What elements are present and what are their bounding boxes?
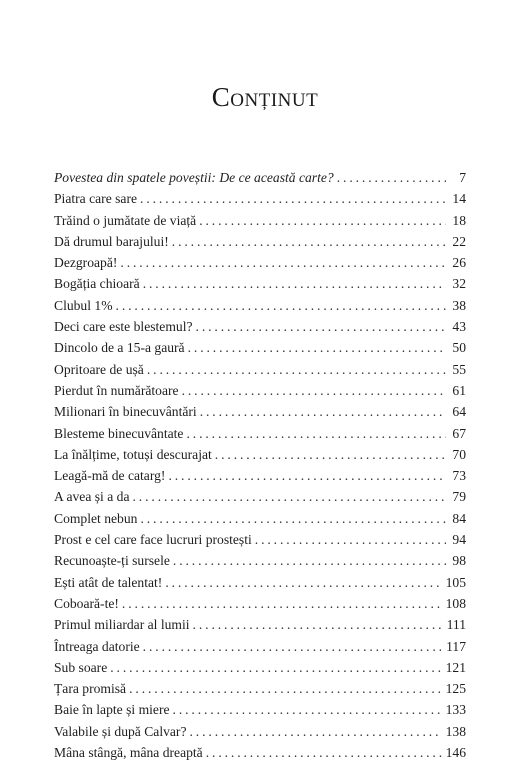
dot-leader: [255, 529, 446, 550]
toc-entry[interactable]: [54, 529, 466, 550]
dot-leader: [190, 721, 442, 742]
toc-entry-page-number: 73: [452, 468, 466, 484]
toc-entry-page-number: 26: [452, 255, 466, 271]
toc-entry[interactable]: [54, 188, 466, 209]
dot-leader: [215, 444, 446, 465]
toc-entry-title: Țara promisă: [54, 681, 127, 697]
toc-entry-page-number: 121: [445, 659, 466, 675]
toc-entry[interactable]: [54, 657, 466, 678]
toc-entry-title: Ești atât de talentat!: [54, 574, 163, 590]
dot-leader: [133, 486, 447, 507]
toc-entry-page-number: 117: [446, 638, 466, 654]
toc-entry[interactable]: [54, 550, 466, 571]
toc-entry-title: Întreaga datorie: [54, 638, 140, 654]
dot-leader: [116, 295, 446, 316]
toc-entry-title: La înălțime, totuși descurajat: [54, 446, 212, 462]
dot-leader: [143, 636, 442, 657]
toc-entry[interactable]: [54, 231, 466, 252]
toc-entry-page-number: 18: [452, 212, 466, 228]
toc-entry[interactable]: [54, 465, 466, 486]
toc-entry[interactable]: [54, 636, 466, 657]
toc-entry[interactable]: [54, 486, 466, 507]
toc-entry[interactable]: [54, 210, 466, 231]
toc-entry-page-number: 43: [452, 319, 466, 335]
toc-entry-page-number: 133: [445, 702, 466, 718]
toc-entry[interactable]: [54, 699, 466, 720]
toc-entry-title: Deci care este blestemul?: [54, 319, 193, 335]
dot-leader: [199, 210, 446, 231]
toc-entry-page-number: 61: [452, 382, 466, 398]
toc-entry-page-number: 32: [452, 276, 466, 292]
toc-entry-page-number: 138: [445, 723, 466, 739]
toc-entry-page-number: 125: [445, 681, 466, 697]
toc-entry-title: A avea și a da: [54, 489, 130, 505]
toc-entry-title: Blesteme binecuvântate: [54, 425, 184, 441]
toc-entry-title: Complet nebun: [54, 510, 138, 526]
toc-entry-title: Pierdut în numărătoare: [54, 382, 179, 398]
toc-entry-page-number: 105: [445, 574, 466, 590]
dot-leader: [110, 657, 441, 678]
toc-entry-title: Trăind o jumătate de viață: [54, 212, 197, 228]
table-of-contents: [54, 167, 466, 763]
toc-entry-page-number: 22: [452, 233, 466, 249]
dot-leader: [193, 614, 443, 635]
toc-entry-title: Clubul 1%: [54, 297, 113, 313]
dot-leader: [172, 231, 446, 252]
toc-entry-page-number: 64: [452, 404, 466, 420]
toc-entry[interactable]: [54, 252, 466, 273]
dot-leader: [140, 508, 446, 529]
dot-leader: [143, 273, 446, 294]
toc-entry-page-number: 108: [445, 595, 466, 611]
toc-entry-title: Povestea din spatele poveștii: De ce această carte?: [54, 170, 334, 185]
dot-leader: [120, 252, 446, 273]
toc-entry[interactable]: [54, 167, 466, 188]
toc-entry-page-number: 94: [452, 532, 466, 548]
toc-entry-page-number: 98: [452, 553, 466, 569]
toc-entry[interactable]: [54, 721, 466, 742]
toc-entry-title: Dezgroapă!: [54, 255, 118, 271]
dot-leader: [337, 167, 446, 188]
toc-entry-page-number: 14: [452, 191, 466, 207]
toc-entry[interactable]: [54, 423, 466, 444]
toc-entry[interactable]: [54, 614, 466, 635]
toc-entry-page-number: 70: [452, 446, 466, 462]
toc-entry[interactable]: [54, 316, 466, 337]
toc-entry[interactable]: [54, 742, 466, 763]
toc-entry-page-number: 111: [446, 617, 466, 633]
toc-entry-page-number: 38: [452, 297, 466, 313]
dot-leader: [182, 380, 446, 401]
toc-entry-page-number: 50: [452, 340, 466, 356]
toc-entry[interactable]: [54, 380, 466, 401]
toc-entry-title: Dă drumul barajului!: [54, 233, 169, 249]
toc-entry-title: Milionari în binecuvântări: [54, 404, 197, 420]
toc-entry-title: Sub soare: [54, 659, 108, 675]
toc-entry-title: Bogăția chioară: [54, 276, 140, 292]
toc-entry-page-number: 7: [459, 170, 466, 185]
toc-entry[interactable]: [54, 273, 466, 294]
toc-entry-page-number: 146: [445, 745, 466, 761]
toc-entry-title: Leagă-mă de catarg!: [54, 468, 166, 484]
dot-leader: [186, 423, 446, 444]
toc-entry[interactable]: [54, 572, 466, 593]
dot-leader: [206, 742, 442, 763]
dot-leader: [200, 401, 446, 422]
toc-entry-page-number: 79: [452, 489, 466, 505]
dot-leader: [147, 359, 446, 380]
dot-leader: [196, 316, 446, 337]
toc-entry-title: Baie în lapte și miere: [54, 702, 170, 718]
toc-entry-title: Valabile și după Calvar?: [54, 723, 187, 739]
toc-entry-title: Mâna stângă, mâna dreaptă: [54, 745, 203, 761]
toc-entry-title: Coboară-te!: [54, 595, 119, 611]
dot-leader: [140, 188, 446, 209]
toc-entry[interactable]: [54, 593, 466, 614]
toc-entry[interactable]: [54, 508, 466, 529]
toc-entry-page-number: 67: [452, 425, 466, 441]
dot-leader: [129, 678, 442, 699]
dot-leader: [165, 572, 441, 593]
toc-entry-page-number: 55: [452, 361, 466, 377]
toc-entry-title: Primul miliardar al lumii: [54, 617, 190, 633]
dot-leader: [122, 593, 442, 614]
toc-entry-title: Opritoare de ușă: [54, 361, 144, 377]
dot-leader: [173, 699, 442, 720]
toc-entry-title: Piatra care sare: [54, 191, 138, 207]
toc-entry[interactable]: [54, 401, 466, 422]
dot-leader: [188, 337, 446, 358]
toc-entry-title: Recunoaște-ți sursele: [54, 553, 170, 569]
toc-entry-title: Dincolo de a 15-a gaură: [54, 340, 185, 356]
dot-leader: [173, 550, 446, 571]
toc-entry-page-number: 84: [452, 510, 466, 526]
toc-entry[interactable]: [54, 337, 466, 358]
toc-entry-title: Prost e cel care face lucruri prostești: [54, 532, 252, 548]
toc-entry[interactable]: [54, 359, 466, 380]
dot-leader: [168, 465, 446, 486]
page-title: Conținut: [211, 82, 319, 112]
toc-entry[interactable]: [54, 444, 466, 465]
toc-entry[interactable]: [54, 678, 466, 699]
toc-entry[interactable]: [54, 295, 466, 316]
